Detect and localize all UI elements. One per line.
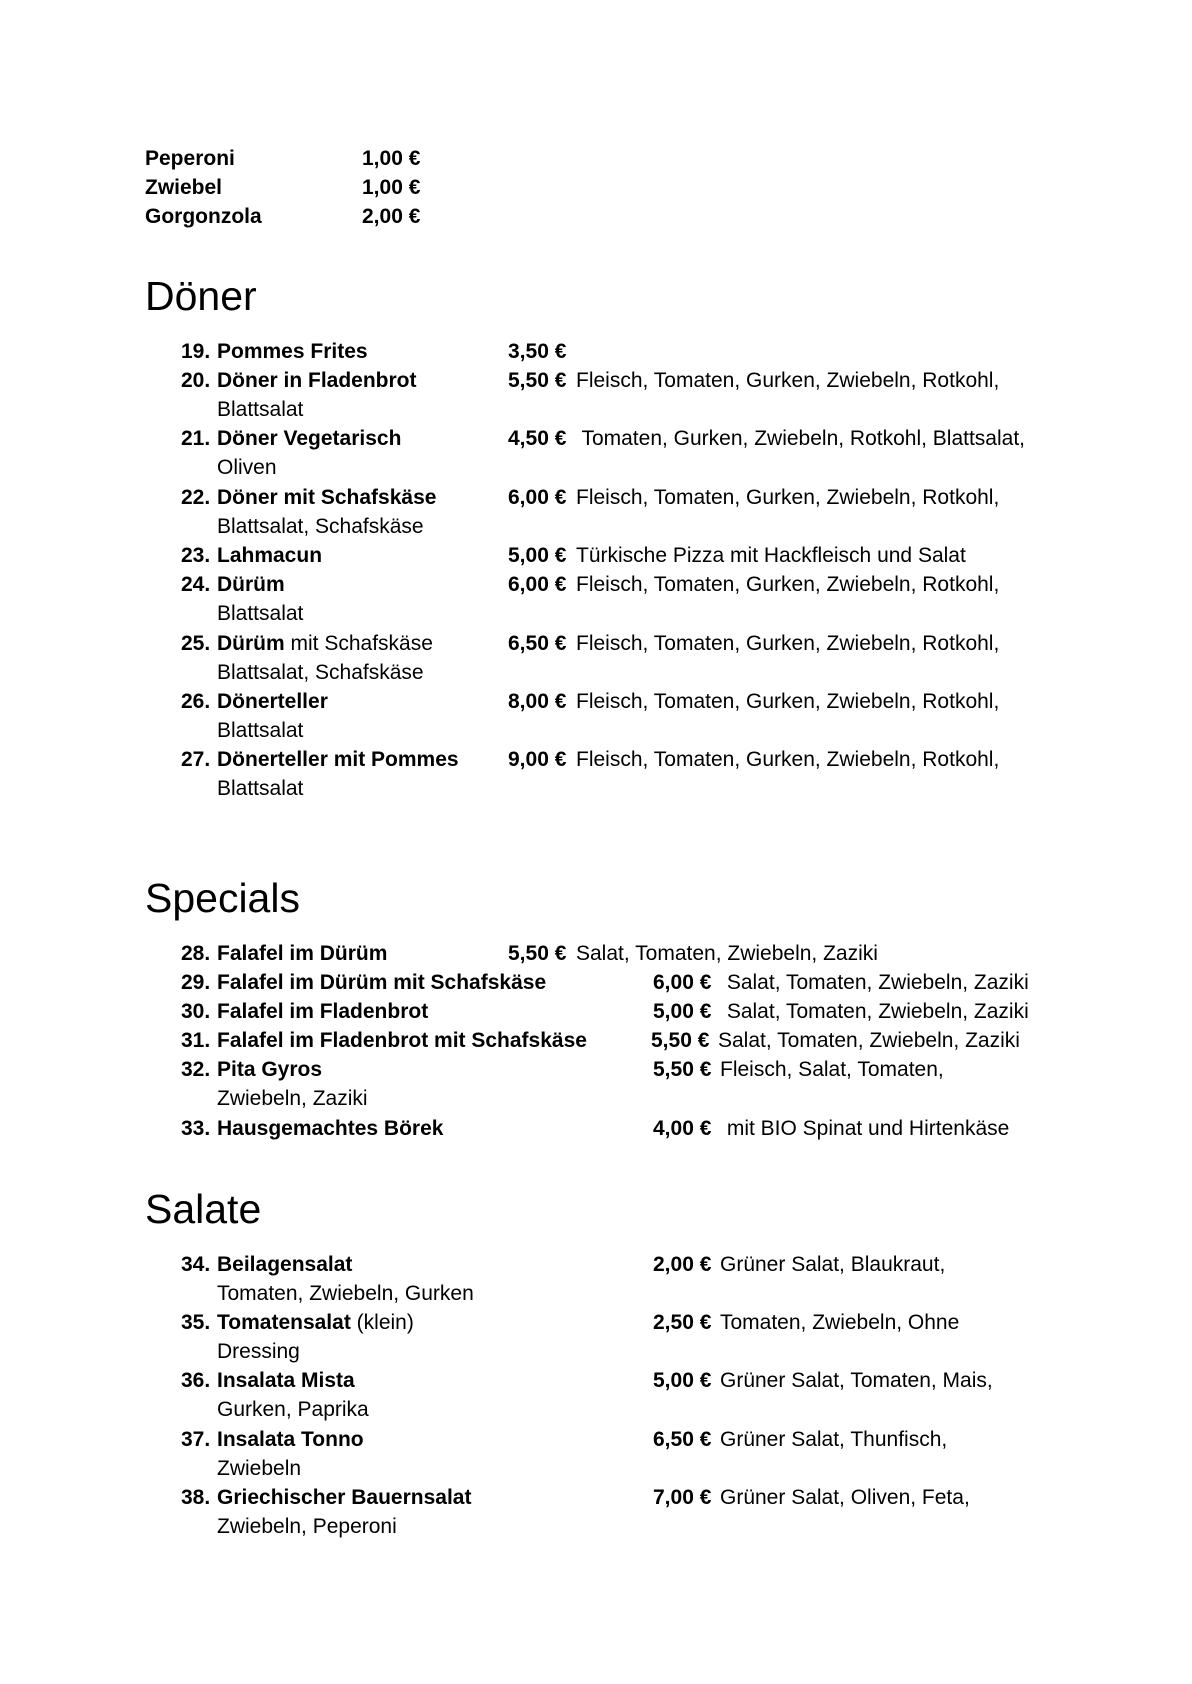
item-description: Grüner Salat, Thunfisch,	[720, 1428, 948, 1451]
section-title-doener: Döner	[145, 273, 257, 319]
item-name: Beilagensalat	[217, 1253, 353, 1276]
item-price: 6,00 €	[508, 573, 567, 596]
item-price: 6,00 €	[508, 486, 567, 509]
item-price: 5,00 €	[508, 544, 567, 567]
item-name: Falafel im Fladenbrot	[217, 1000, 429, 1023]
item-price: 2,00 €	[653, 1253, 712, 1276]
item-number: 22.	[181, 486, 211, 509]
item-name: Insalata Tonno	[217, 1428, 364, 1451]
item-number: 19.	[181, 340, 211, 363]
item-price: 4,00 €	[653, 1117, 712, 1140]
item-number: 23.	[181, 544, 211, 567]
item-description: Salat, Tomaten, Zwiebeln, Zaziki	[721, 971, 1029, 994]
item-description: mit BIO Spinat und Hirtenkäse	[721, 1117, 1010, 1140]
item-price: 6,00 €	[653, 971, 712, 994]
item-description-cont: Tomaten, Zwiebeln, Gurken	[217, 1282, 474, 1305]
item-price: 5,50 €	[508, 369, 567, 392]
item-description: Fleisch, Tomaten, Gurken, Zwiebeln, Rotkohl,	[576, 748, 1000, 771]
item-name: Insalata Mista	[217, 1369, 355, 1392]
item-number: 29.	[181, 971, 211, 994]
item-price: 8,00 €	[508, 690, 567, 713]
extra-price: 1,00 €	[362, 176, 421, 199]
item-name: Hausgemachtes Börek	[217, 1117, 444, 1140]
item-description-cont: Zwiebeln, Peperoni	[217, 1515, 397, 1538]
item-name: Tomatensalat	[217, 1311, 351, 1334]
item-price: 5,00 €	[653, 1369, 712, 1392]
item-description-cont: Zwiebeln, Zaziki	[217, 1087, 368, 1110]
item-price: 2,50 €	[653, 1311, 712, 1334]
item-description: Tomaten, Gurken, Zwiebeln, Rotkohl, Blattsalat,	[576, 427, 1025, 450]
extra-name: Zwiebel	[145, 176, 223, 199]
item-name-extra: mit Schafskäse	[284, 632, 433, 655]
item-description: Grüner Salat, Oliven, Feta,	[720, 1486, 970, 1509]
item-number: 20.	[181, 369, 211, 392]
item-number: 35.	[181, 1311, 211, 1334]
item-name: Döner in Fladenbrot	[217, 369, 417, 392]
item-price: 4,50 €	[508, 427, 567, 450]
item-number: 28.	[181, 942, 211, 965]
item-name-line	[217, 1308, 414, 1337]
item-description-cont: Blattsalat	[217, 777, 304, 800]
item-name: Pommes Frites	[217, 340, 368, 363]
item-name: Döner mit Schafskäse	[217, 486, 437, 509]
item-name: Dürüm	[217, 632, 285, 655]
item-description: Fleisch, Tomaten, Gurken, Zwiebeln, Rotkohl,	[576, 573, 1000, 596]
item-description-cont: Oliven	[217, 456, 277, 479]
item-name: Dönerteller	[217, 690, 328, 713]
item-name-extra: (klein)	[350, 1311, 414, 1334]
item-description: Fleisch, Tomaten, Gurken, Zwiebeln, Rotkohl,	[576, 632, 1000, 655]
item-description-cont: Blattsalat, Schafskäse	[217, 661, 424, 684]
item-number: 34.	[181, 1253, 211, 1276]
item-price: 9,00 €	[508, 748, 567, 771]
item-name: Falafel im Fladenbrot mit Schafskäse	[217, 1029, 587, 1052]
item-number: 27.	[181, 748, 211, 771]
item-number: 21.	[181, 427, 211, 450]
item-name: Griechischer Bauernsalat	[217, 1486, 472, 1509]
extra-price: 2,00 €	[362, 205, 421, 228]
item-name: Falafel im Dürüm mit Schafskäse	[217, 971, 547, 994]
item-price: 7,00 €	[653, 1486, 712, 1509]
item-description-cont: Blattsalat	[217, 602, 304, 625]
item-description: Fleisch, Tomaten, Gurken, Zwiebeln, Rotkohl,	[576, 486, 1000, 509]
item-name: Lahmacun	[217, 544, 323, 567]
item-name: Pita Gyros	[217, 1058, 323, 1081]
extra-name: Gorgonzola	[145, 205, 262, 228]
section-title-salate: Salate	[145, 1186, 262, 1232]
item-description: Salat, Tomaten, Zwiebeln, Zaziki	[576, 942, 878, 965]
item-name: Döner Vegetarisch	[217, 427, 402, 450]
item-price: 5,00 €	[653, 1000, 712, 1023]
section-title-specials: Specials	[145, 875, 300, 921]
item-description-cont: Blattsalat	[217, 719, 304, 742]
item-description: Fleisch, Tomaten, Gurken, Zwiebeln, Rotkohl,	[576, 369, 1000, 392]
item-name-line	[217, 629, 433, 658]
item-description: Türkische Pizza mit Hackfleisch und Salat	[576, 544, 966, 567]
item-number: 37.	[181, 1428, 211, 1451]
item-description-cont: Dressing	[217, 1340, 300, 1363]
item-number: 33.	[181, 1117, 211, 1140]
item-description: Grüner Salat, Tomaten, Mais,	[720, 1369, 993, 1392]
item-price: 3,50 €	[508, 340, 567, 363]
item-number: 26.	[181, 690, 211, 713]
item-description: Salat, Tomaten, Zwiebeln, Zaziki	[721, 1000, 1029, 1023]
item-description: Tomaten, Zwiebeln, Ohne	[720, 1311, 960, 1334]
item-description-cont: Blattsalat	[217, 398, 304, 421]
item-description: Fleisch, Tomaten, Gurken, Zwiebeln, Rotkohl,	[576, 690, 1000, 713]
item-name: Falafel im Dürüm	[217, 942, 388, 965]
item-description-cont: Gurken, Paprika	[217, 1398, 369, 1421]
item-number: 25.	[181, 632, 211, 655]
extra-name: Peperoni	[145, 147, 235, 170]
item-number: 38.	[181, 1486, 211, 1509]
item-price: 6,50 €	[508, 632, 567, 655]
extra-price: 1,00 €	[362, 147, 421, 170]
item-description-cont: Blattsalat, Schafskäse	[217, 515, 424, 538]
item-description-cont: Zwiebeln	[217, 1457, 302, 1480]
item-name: Dürüm	[217, 573, 285, 596]
item-name: Dönerteller mit Pommes	[217, 748, 459, 771]
item-price: 5,50 €	[651, 1029, 710, 1052]
item-number: 24.	[181, 573, 211, 596]
item-number: 31.	[181, 1029, 211, 1052]
item-number: 32.	[181, 1058, 211, 1081]
item-number: 36.	[181, 1369, 211, 1392]
item-description: Salat, Tomaten, Zwiebeln, Zaziki	[718, 1029, 1020, 1052]
item-description: Grüner Salat, Blaukraut,	[720, 1253, 946, 1276]
item-price: 5,50 €	[508, 942, 567, 965]
item-description: Fleisch, Salat, Tomaten,	[720, 1058, 944, 1081]
item-number: 30.	[181, 1000, 211, 1023]
item-price: 5,50 €	[653, 1058, 712, 1081]
item-price: 6,50 €	[653, 1428, 712, 1451]
